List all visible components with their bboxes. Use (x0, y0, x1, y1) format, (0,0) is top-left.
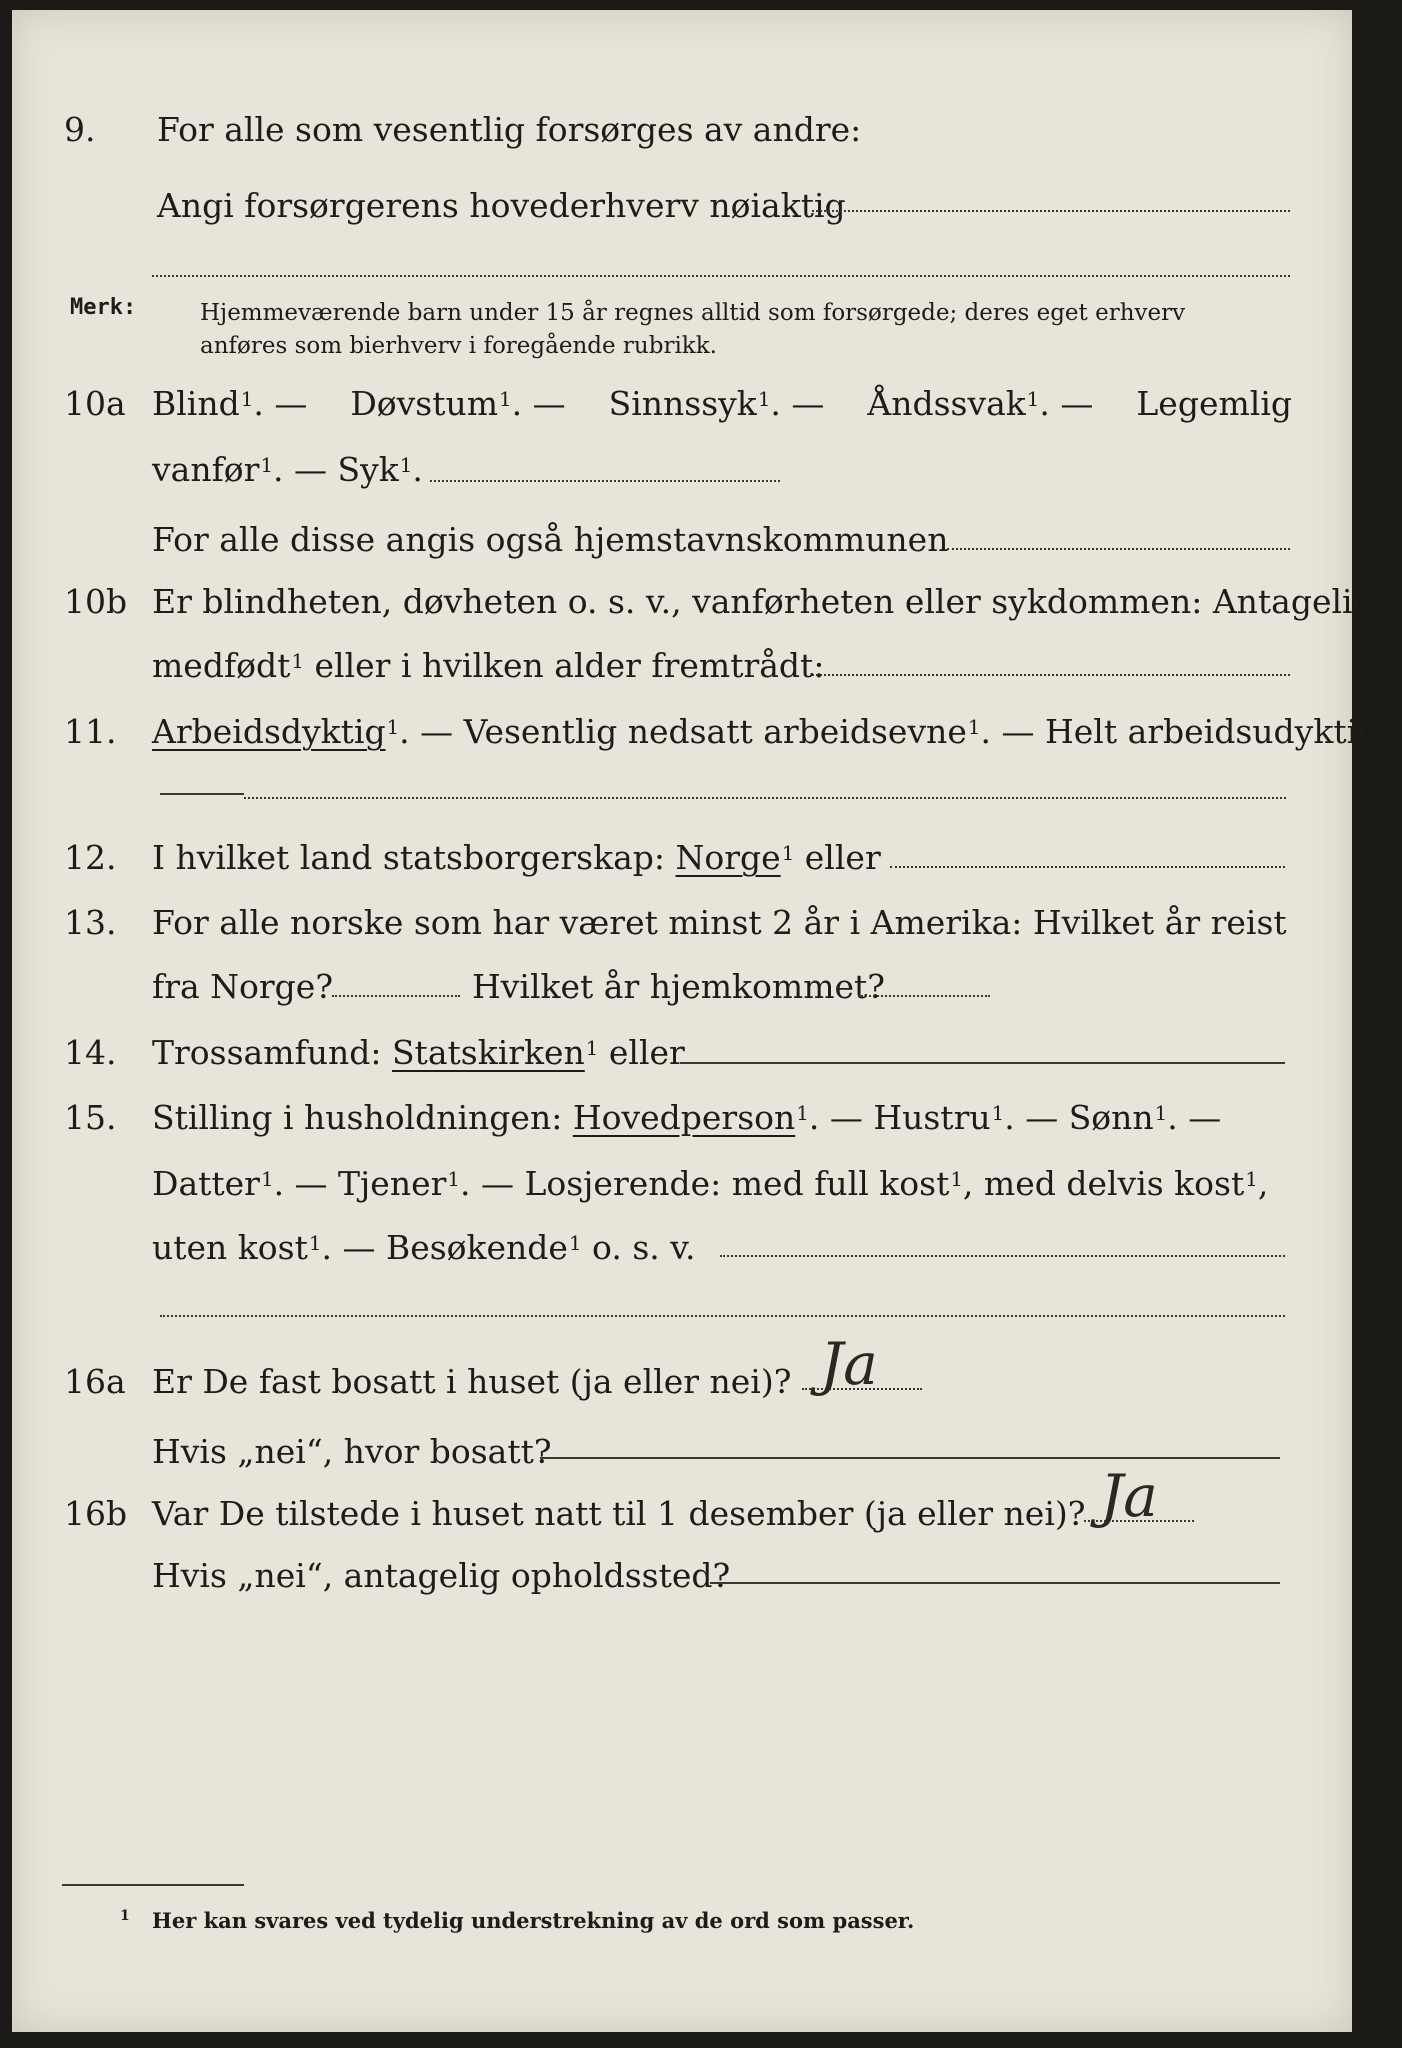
q14-statskirken: Statskirken (391, 1033, 585, 1072)
q15-datter: Datter (152, 1164, 260, 1203)
q10a-number: 10a (64, 384, 126, 423)
q10a-line3: For alle disse angis også hjemstavnskommunen (152, 520, 949, 559)
q15-uten-kost: uten kost (152, 1228, 308, 1267)
q10a-legemlig: Legemlig (1136, 384, 1292, 423)
q16a-line1: Er De fast bosatt i huset (ja eller nei)? (152, 1362, 792, 1401)
q10b-answer-line[interactable] (812, 674, 1290, 676)
q16b-line1: Var De tilstede i huset natt til 1 desember (ja eller nei)? (152, 1494, 1086, 1533)
q15-sonn: Sønn (1068, 1098, 1154, 1137)
q14-label: Trossamfund: (152, 1033, 382, 1072)
q14-number: 14. (64, 1033, 117, 1072)
q13-number: 13. (64, 903, 117, 942)
census-form-page: 9. For alle som vesentlig forsørges av andre: Angi forsørgerens hovederhverv nøiaktig Merk: Hjemmeværende barn under 15 år regnes alltid som forsørgede; deres eget erhverv anføres som bierhverv i foregående rubrikk. 10a Blind$^1$. — Døvstum$^1$. — Sinnssyk$^1$. — Åndssvak$^1$. — Legemlig vanfør$^1$. — Syk$^1$. For alle disse angis også hjemstavnskommunen 10b Er blindheten, døvheten o. s. v., vanførheten eller sykdommen: Antagelig medfødt$^1$ eller i hvilken alder fremtrådt: 11. Arbeidsdyktig$^1$. — Vesentlig nedsatt arbeidsevne$^1$. — Helt arbeidsudyktig$^1$. 12. I hvilket land statsborgerskap: Norge$^1$ eller 13. For alle norske som har været minst 2 år i Amerika: Hvilket år reist fra Norge? Hvilket år hjemkommet? 14. Trossamfund: Statskirken$^1$ eller 15. Stilling i husholdningen: Hovedperson$^1$. — Hustru$^1$. — Sønn$^1$. — Datter$^1$. — Tjener$^1$. — Losjerende: med full kost$^1$, med delvis kost$^1$, uten kost$^1$. — Besøkende$^1$ o. s. v. 16a Er De fast bosatt i huset (ja eller nei)? Ja Hvis „nei“, hvor bosatt? 16b Var De tilstede i huset natt til 1 desember (ja eller nei)? Ja Hvis „nei“, antagelig opholdssted? 1 Her kan svares ved tydelig understrekning av de ord som passer. (12, 10, 1352, 2032)
q10b-line1: Er blindheten, døvheten o. s. v., vanførheten eller sykdommen: Antagelig (152, 582, 1374, 621)
merk-label: Merk: (70, 295, 137, 320)
q15-hustru: Hustru (873, 1098, 991, 1137)
q14-eller: eller (608, 1033, 685, 1072)
q13-hjemkommet-line[interactable] (858, 995, 990, 997)
q12-answer-line[interactable] (890, 866, 1285, 868)
q9-answer-line[interactable] (812, 210, 1290, 212)
q13-line1: For alle norske som har været minst 2 år i Amerika: Hvilket år reist (152, 903, 1287, 942)
q15-extra-line[interactable] (160, 1315, 1285, 1317)
footnote-rule (62, 1884, 244, 1886)
q15-tjener: Tjener (338, 1164, 447, 1203)
q10a-syk: Syk (337, 450, 399, 489)
q10a-sinnssyk: Sinnssyk (608, 384, 757, 423)
q13-reist-line[interactable] (332, 995, 460, 997)
q16a-bosatt-line[interactable] (540, 1457, 1280, 1459)
q16b-handwritten-answer[interactable]: Ja (1100, 1462, 1158, 1530)
q10a-dovstum: Døvstum (350, 384, 499, 423)
merk-line2: anføres som bierhverv i foregående rubrikk. (200, 333, 717, 359)
q10b-alder: eller i hvilken alder fremtrådt: (314, 646, 825, 685)
q15-delvis: med delvis kost (983, 1164, 1245, 1203)
q15-losjerende: Losjerende: med full kost (524, 1164, 950, 1203)
q10a-blind: Blind (152, 384, 240, 423)
q10b-medfodt: medfødt (152, 646, 291, 685)
q15-answer-line[interactable] (720, 1255, 1285, 1257)
q16a-number: 16a (64, 1362, 126, 1401)
q14-answer-line[interactable] (680, 1062, 1285, 1064)
q15-osv: o. s. v. (592, 1228, 696, 1267)
q10a-kommune-line[interactable] (947, 548, 1290, 550)
q15-hovedperson: Hovedperson (572, 1098, 796, 1137)
q9-line1: For alle som vesentlig forsørges av andre: (157, 110, 862, 149)
q11-line-solid (160, 793, 244, 795)
q11-udyktig: Helt arbeidsudyktig (1044, 712, 1379, 751)
q12-eller: eller (804, 838, 881, 877)
q9-line2: Angi forsørgerens hovederhverv nøiaktig (157, 186, 846, 225)
q11-number: 11. (64, 712, 117, 751)
q16b-number: 16b (64, 1494, 128, 1533)
q16a-handwritten-answer[interactable]: Ja (820, 1330, 878, 1398)
q10a-syk-line[interactable] (430, 480, 780, 482)
q16b-line2: Hvis „nei“, antagelig opholdssted? (152, 1556, 731, 1595)
q15-label: Stilling i husholdningen: (152, 1098, 563, 1137)
q12-norge: Norge (675, 838, 781, 877)
footnote-mark: 1 (120, 1908, 130, 1924)
q13-reist: fra Norge? (152, 967, 334, 1006)
q9-number: 9. (64, 110, 96, 149)
q16b-opholdssted-line[interactable] (710, 1582, 1280, 1584)
q11-extra-line[interactable] (244, 797, 1286, 799)
q10a-vanfor: vanfør (152, 450, 260, 489)
q11-nedsatt: Vesentlig nedsatt arbeidsevne (463, 712, 967, 751)
q11-arbeidsdyktig: Arbeidsdyktig (152, 712, 386, 751)
q12-number: 12. (64, 838, 117, 877)
q9-extra-line[interactable] (152, 275, 1290, 277)
merk-line1: Hjemmeværende barn under 15 år regnes alltid som forsørgede; deres eget erhverv (200, 300, 1186, 326)
q16a-line2: Hvis „nei“, hvor bosatt? (152, 1432, 552, 1471)
q15-besokende: Besøkende (385, 1228, 568, 1267)
q15-number: 15. (64, 1098, 117, 1137)
q13-hjemkommet: Hvilket år hjemkommet? (472, 967, 885, 1006)
footnote-text: Her kan svares ved tydelig understrekning av de ord som passer. (152, 1908, 915, 1933)
q10a-options: Blind$^1$. — Døvstum$^1$. — Sinnssyk$^1$. — Åndssvak$^1$. — Legemlig (152, 384, 1292, 423)
q10a-andssvak: Åndssvak (867, 384, 1026, 423)
q12-label: I hvilket land statsborgerskap: (152, 838, 666, 877)
q10b-number: 10b (64, 582, 128, 621)
